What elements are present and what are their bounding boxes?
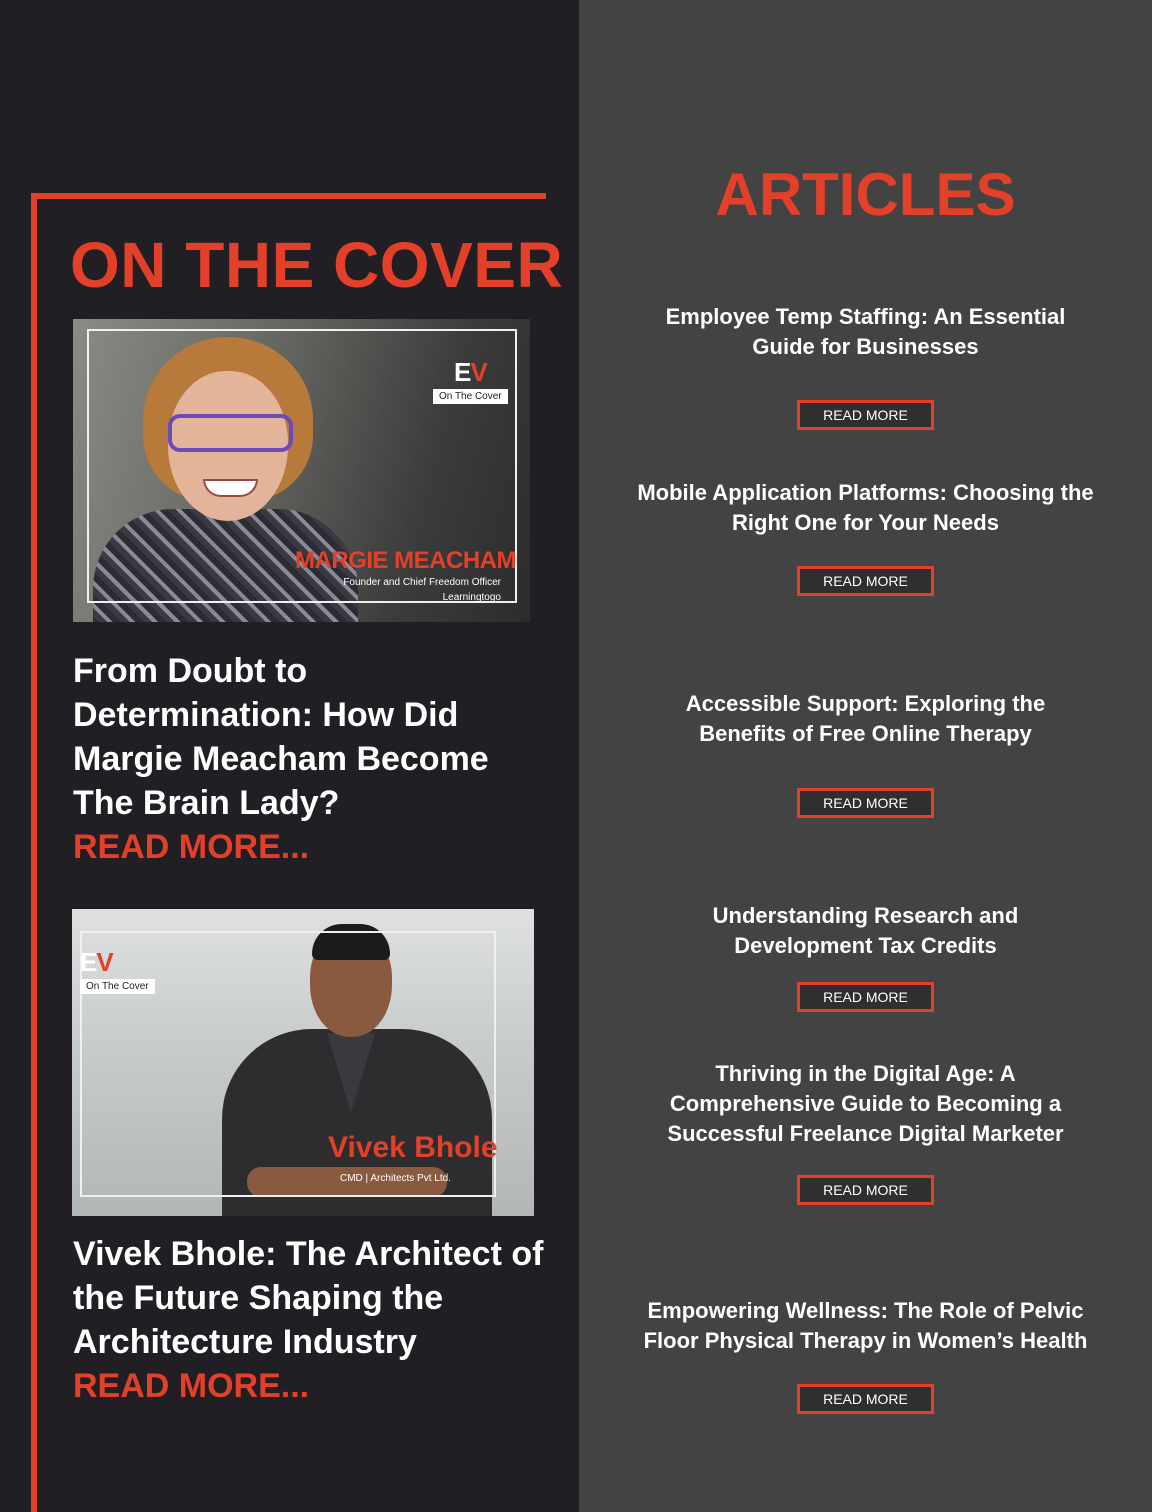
article-item	[579, 689, 1152, 811]
ev-logo-icon: EV	[80, 947, 113, 977]
cover-image-vivek-bhole[interactable]	[72, 909, 534, 1216]
article-headline[interactable]: Employee Temp Staffing: An Essential Guide for Businesses	[665, 304, 1066, 359]
ev-badge	[433, 359, 508, 404]
article-item	[579, 901, 1152, 1005]
on-the-cover-tag: On The Cover	[433, 389, 508, 404]
person-role: Founder and Chief Freedom Officer Learningtogo	[343, 577, 501, 603]
article-item	[579, 302, 1152, 423]
article-headline[interactable]: Empowering Wellness: The Role of Pelvic Floor Physical Therapy in Women’s Health	[643, 1298, 1088, 1353]
cover-story-headline[interactable]: Vivek Bhole: The Architect of the Future Shaping the Architecture Industry	[73, 1235, 544, 1361]
article-headline[interactable]: Accessible Support: Exploring the Benefits of Free Online Therapy	[685, 691, 1046, 746]
accent-rule-horizontal	[31, 193, 546, 199]
accent-rule-vertical	[31, 193, 37, 1512]
articles-heading: ARTICLES	[715, 161, 1016, 228]
cover-story-headline[interactable]: From Doubt to Determination: How Did Margie Meacham Become The Brain Lady?	[73, 652, 489, 822]
person-role: CMD | Architects Pvt Ltd.	[340, 1173, 451, 1184]
article-item	[579, 478, 1152, 589]
ev-logo-icon: EV	[453, 357, 487, 387]
read-more-link[interactable]: READ MORE...	[73, 828, 310, 866]
on-the-cover-tag: On The Cover	[80, 979, 155, 994]
cover-story-2	[73, 1232, 553, 1408]
article-headline[interactable]: Mobile Application Platforms: Choosing the Right One for Your Needs	[637, 480, 1094, 535]
article-item	[579, 1059, 1152, 1198]
article-headline[interactable]: Understanding Research and Development Tax Credits	[712, 903, 1019, 958]
cover-story-1	[73, 649, 553, 869]
person-name: Vivek Bhole	[328, 1131, 498, 1164]
cover-heading: ON THE COVER	[70, 229, 564, 301]
article-headline[interactable]: Thriving in the Digital Age: A Comprehensive Guide to Becoming a Successful Freelance Digital Marketer	[667, 1061, 1064, 1146]
read-more-button[interactable]: READ MORE	[797, 1384, 934, 1414]
read-more-button[interactable]: READ MORE	[797, 982, 934, 1012]
read-more-link[interactable]: READ MORE...	[73, 1367, 310, 1405]
ev-badge	[80, 949, 155, 994]
article-item	[579, 1296, 1152, 1407]
read-more-button[interactable]: READ MORE	[797, 1175, 934, 1205]
person-name: MARGIE MEACHAM	[295, 547, 516, 574]
read-more-button[interactable]: READ MORE	[797, 400, 934, 430]
read-more-button[interactable]: READ MORE	[797, 566, 934, 596]
cover-image-margie-meacham[interactable]	[73, 319, 530, 622]
read-more-button[interactable]: READ MORE	[797, 788, 934, 818]
